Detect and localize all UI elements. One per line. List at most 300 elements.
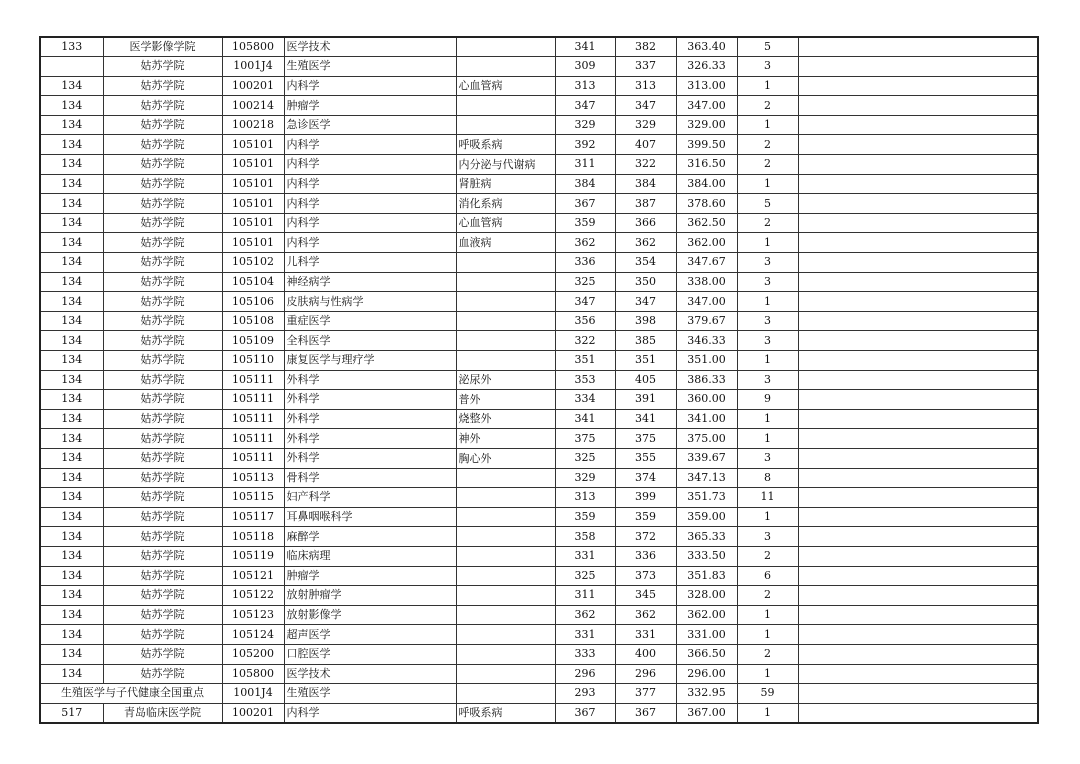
- avg-score-cell: 331.00: [676, 625, 737, 645]
- count-cell: 1: [737, 429, 798, 449]
- major-name-cell: 肿瘤学: [284, 566, 456, 586]
- college-code-cell: 134: [40, 586, 103, 606]
- college-code-cell: 134: [40, 527, 103, 547]
- count-cell: 1: [737, 664, 798, 684]
- count-cell: 1: [737, 76, 798, 96]
- count-cell: 3: [737, 253, 798, 273]
- count-cell: 5: [737, 37, 798, 57]
- direction-cell: [456, 566, 555, 586]
- avg-score-cell: 366.50: [676, 644, 737, 664]
- major-code-cell: 105119: [222, 546, 284, 566]
- major-name-cell: 儿科学: [284, 253, 456, 273]
- direction-cell: [456, 331, 555, 351]
- major-name-cell: 内科学: [284, 135, 456, 155]
- college-name-cell: 姑苏学院: [103, 468, 222, 488]
- direction-cell: 心血管病: [456, 76, 555, 96]
- blank-cell: [798, 488, 1038, 508]
- major-name-cell: 临床病理: [284, 546, 456, 566]
- major-code-cell: 105124: [222, 625, 284, 645]
- college-code-cell: 133: [40, 37, 103, 57]
- min-score-cell: 375: [555, 429, 615, 449]
- college-name-cell: 姑苏学院: [103, 586, 222, 606]
- direction-cell: [456, 507, 555, 527]
- direction-cell: [456, 644, 555, 664]
- college-code-cell: 134: [40, 311, 103, 331]
- avg-score-cell: 367.00: [676, 703, 737, 723]
- direction-cell: [456, 37, 555, 57]
- max-score-cell: 313: [615, 76, 676, 96]
- major-name-cell: 麻醉学: [284, 527, 456, 547]
- table-row: [40, 546, 1038, 566]
- table-row: [40, 527, 1038, 547]
- avg-score-cell: 359.00: [676, 507, 737, 527]
- direction-cell: [456, 57, 555, 77]
- max-score-cell: 372: [615, 527, 676, 547]
- count-cell: 2: [737, 586, 798, 606]
- count-cell: 1: [737, 233, 798, 253]
- min-score-cell: 309: [555, 57, 615, 77]
- college-code-cell: 134: [40, 605, 103, 625]
- max-score-cell: 375: [615, 429, 676, 449]
- blank-cell: [798, 527, 1038, 547]
- direction-cell: 消化系病: [456, 194, 555, 214]
- min-score-cell: 331: [555, 625, 615, 645]
- major-name-cell: 放射肿瘤学: [284, 586, 456, 606]
- direction-cell: [456, 115, 555, 135]
- count-cell: 6: [737, 566, 798, 586]
- avg-score-cell: 351.73: [676, 488, 737, 508]
- table-row: [40, 370, 1038, 390]
- college-code-cell: 134: [40, 76, 103, 96]
- college-name-cell: 姑苏学院: [103, 96, 222, 116]
- major-code-cell: 105123: [222, 605, 284, 625]
- avg-score-cell: 326.33: [676, 57, 737, 77]
- college-name-cell: 姑苏学院: [103, 351, 222, 371]
- college-code-cell: 134: [40, 488, 103, 508]
- major-name-cell: 医学技术: [284, 37, 456, 57]
- table-row: [40, 488, 1038, 508]
- avg-score-cell: 363.40: [676, 37, 737, 57]
- table-row: [40, 174, 1038, 194]
- major-name-cell: 外科学: [284, 448, 456, 468]
- min-score-cell: 347: [555, 96, 615, 116]
- blank-cell: [798, 586, 1038, 606]
- college-name-cell: 姑苏学院: [103, 57, 222, 77]
- max-score-cell: 345: [615, 586, 676, 606]
- min-score-cell: 356: [555, 311, 615, 331]
- max-score-cell: 374: [615, 468, 676, 488]
- table-row: [40, 351, 1038, 371]
- count-cell: 59: [737, 684, 798, 704]
- count-cell: 1: [737, 605, 798, 625]
- max-score-cell: 331: [615, 625, 676, 645]
- avg-score-cell: 362.50: [676, 213, 737, 233]
- college-code-cell: 134: [40, 390, 103, 410]
- table-row: [40, 644, 1038, 664]
- min-score-cell: 384: [555, 174, 615, 194]
- college-code-cell: 生殖医学与子代健康全国重点: [40, 684, 222, 704]
- major-name-cell: 内科学: [284, 233, 456, 253]
- count-cell: 2: [737, 96, 798, 116]
- college-code-cell: 134: [40, 409, 103, 429]
- min-score-cell: 367: [555, 194, 615, 214]
- college-name-cell: 医学影像学院: [103, 37, 222, 57]
- major-code-cell: 105121: [222, 566, 284, 586]
- major-code-cell: 105800: [222, 37, 284, 57]
- min-score-cell: 336: [555, 253, 615, 273]
- blank-cell: [798, 684, 1038, 704]
- avg-score-cell: 365.33: [676, 527, 737, 547]
- blank-cell: [798, 311, 1038, 331]
- direction-cell: [456, 351, 555, 371]
- count-cell: 2: [737, 155, 798, 175]
- major-name-cell: 内科学: [284, 174, 456, 194]
- max-score-cell: 322: [615, 155, 676, 175]
- major-name-cell: 肿瘤学: [284, 96, 456, 116]
- college-name-cell: 姑苏学院: [103, 292, 222, 312]
- min-score-cell: 331: [555, 546, 615, 566]
- college-name-cell: 姑苏学院: [103, 76, 222, 96]
- major-code-cell: 1001J4: [222, 684, 284, 704]
- avg-score-cell: 379.67: [676, 311, 737, 331]
- avg-score-cell: 339.67: [676, 448, 737, 468]
- count-cell: 2: [737, 546, 798, 566]
- major-code-cell: 105106: [222, 292, 284, 312]
- min-score-cell: 293: [555, 684, 615, 704]
- table-row: [40, 390, 1038, 410]
- direction-cell: 呼吸系病: [456, 135, 555, 155]
- table-row: [40, 331, 1038, 351]
- major-name-cell: 骨科学: [284, 468, 456, 488]
- college-name-cell: 青岛临床医学院: [103, 703, 222, 723]
- blank-cell: [798, 213, 1038, 233]
- count-cell: 1: [737, 174, 798, 194]
- max-score-cell: 341: [615, 409, 676, 429]
- major-code-cell: 105110: [222, 351, 284, 371]
- major-name-cell: 内科学: [284, 213, 456, 233]
- table-row: [40, 468, 1038, 488]
- college-code-cell: [40, 57, 103, 77]
- college-code-cell: 134: [40, 664, 103, 684]
- major-name-cell: 耳鼻咽喉科学: [284, 507, 456, 527]
- min-score-cell: 325: [555, 272, 615, 292]
- max-score-cell: 366: [615, 213, 676, 233]
- college-name-cell: 姑苏学院: [103, 194, 222, 214]
- blank-cell: [798, 233, 1038, 253]
- college-name-cell: 姑苏学院: [103, 644, 222, 664]
- direction-cell: 神外: [456, 429, 555, 449]
- count-cell: 3: [737, 57, 798, 77]
- min-score-cell: 311: [555, 155, 615, 175]
- college-code-cell: 134: [40, 507, 103, 527]
- count-cell: 3: [737, 370, 798, 390]
- max-score-cell: 296: [615, 664, 676, 684]
- direction-cell: [456, 96, 555, 116]
- direction-cell: [456, 253, 555, 273]
- college-code-cell: 134: [40, 644, 103, 664]
- major-name-cell: 外科学: [284, 370, 456, 390]
- max-score-cell: 350: [615, 272, 676, 292]
- max-score-cell: 377: [615, 684, 676, 704]
- blank-cell: [798, 625, 1038, 645]
- direction-cell: [456, 468, 555, 488]
- major-name-cell: 内科学: [284, 155, 456, 175]
- major-name-cell: 重症医学: [284, 311, 456, 331]
- avg-score-cell: 347.00: [676, 292, 737, 312]
- major-name-cell: 外科学: [284, 390, 456, 410]
- major-code-cell: 105200: [222, 644, 284, 664]
- direction-cell: [456, 527, 555, 547]
- avg-score-cell: 378.60: [676, 194, 737, 214]
- major-name-cell: 内科学: [284, 194, 456, 214]
- blank-cell: [798, 331, 1038, 351]
- max-score-cell: 329: [615, 115, 676, 135]
- college-code-cell: 134: [40, 429, 103, 449]
- min-score-cell: 392: [555, 135, 615, 155]
- min-score-cell: 329: [555, 468, 615, 488]
- avg-score-cell: 347.13: [676, 468, 737, 488]
- max-score-cell: 354: [615, 253, 676, 273]
- blank-cell: [798, 174, 1038, 194]
- table-row: [40, 566, 1038, 586]
- max-score-cell: 362: [615, 605, 676, 625]
- table-row: [40, 292, 1038, 312]
- college-code-cell: 134: [40, 625, 103, 645]
- major-name-cell: 急诊医学: [284, 115, 456, 135]
- count-cell: 11: [737, 488, 798, 508]
- avg-score-cell: 362.00: [676, 605, 737, 625]
- table-row: [40, 605, 1038, 625]
- major-name-cell: 皮肤病与性病学: [284, 292, 456, 312]
- table-row: [40, 76, 1038, 96]
- college-code-cell: 517: [40, 703, 103, 723]
- direction-cell: [456, 546, 555, 566]
- count-cell: 1: [737, 507, 798, 527]
- direction-cell: [456, 272, 555, 292]
- college-name-cell: 姑苏学院: [103, 213, 222, 233]
- college-name-cell: 姑苏学院: [103, 409, 222, 429]
- major-code-cell: 105104: [222, 272, 284, 292]
- major-code-cell: 105101: [222, 194, 284, 214]
- min-score-cell: 362: [555, 605, 615, 625]
- college-code-cell: 134: [40, 194, 103, 214]
- college-code-cell: 134: [40, 331, 103, 351]
- major-code-cell: 105101: [222, 174, 284, 194]
- table-row: [40, 684, 1038, 704]
- max-score-cell: 351: [615, 351, 676, 371]
- table-row: [40, 155, 1038, 175]
- direction-cell: [456, 605, 555, 625]
- max-score-cell: 407: [615, 135, 676, 155]
- blank-cell: [798, 370, 1038, 390]
- blank-cell: [798, 135, 1038, 155]
- major-code-cell: 105101: [222, 155, 284, 175]
- major-name-cell: 妇产科学: [284, 488, 456, 508]
- direction-cell: 胸心外: [456, 448, 555, 468]
- direction-cell: 肾脏病: [456, 174, 555, 194]
- count-cell: 3: [737, 448, 798, 468]
- min-score-cell: 353: [555, 370, 615, 390]
- major-code-cell: 105118: [222, 527, 284, 547]
- major-name-cell: 全科医学: [284, 331, 456, 351]
- college-name-cell: 姑苏学院: [103, 488, 222, 508]
- avg-score-cell: 316.50: [676, 155, 737, 175]
- table-row: [40, 135, 1038, 155]
- max-score-cell: 385: [615, 331, 676, 351]
- blank-cell: [798, 194, 1038, 214]
- min-score-cell: 341: [555, 409, 615, 429]
- major-code-cell: 105113: [222, 468, 284, 488]
- table-row: [40, 311, 1038, 331]
- count-cell: 3: [737, 331, 798, 351]
- major-code-cell: 105111: [222, 448, 284, 468]
- college-name-cell: 姑苏学院: [103, 566, 222, 586]
- major-name-cell: 神经病学: [284, 272, 456, 292]
- major-code-cell: 105117: [222, 507, 284, 527]
- max-score-cell: 367: [615, 703, 676, 723]
- college-name-cell: 姑苏学院: [103, 448, 222, 468]
- college-name-cell: 姑苏学院: [103, 331, 222, 351]
- score-table: [39, 36, 1039, 724]
- major-name-cell: 超声医学: [284, 625, 456, 645]
- college-code-cell: 134: [40, 213, 103, 233]
- min-score-cell: 329: [555, 115, 615, 135]
- major-code-cell: 105102: [222, 253, 284, 273]
- direction-cell: 心血管病: [456, 213, 555, 233]
- college-name-cell: 姑苏学院: [103, 527, 222, 547]
- blank-cell: [798, 448, 1038, 468]
- avg-score-cell: 351.83: [676, 566, 737, 586]
- direction-cell: [456, 664, 555, 684]
- college-code-cell: 134: [40, 370, 103, 390]
- min-score-cell: 359: [555, 507, 615, 527]
- major-name-cell: 内科学: [284, 703, 456, 723]
- avg-score-cell: 328.00: [676, 586, 737, 606]
- blank-cell: [798, 546, 1038, 566]
- table-row: [40, 194, 1038, 214]
- college-name-cell: 姑苏学院: [103, 272, 222, 292]
- min-score-cell: 313: [555, 488, 615, 508]
- min-score-cell: 333: [555, 644, 615, 664]
- count-cell: 9: [737, 390, 798, 410]
- college-code-cell: 134: [40, 546, 103, 566]
- college-code-cell: 134: [40, 233, 103, 253]
- college-name-cell: 姑苏学院: [103, 605, 222, 625]
- count-cell: 1: [737, 115, 798, 135]
- table-row: [40, 507, 1038, 527]
- college-name-cell: 姑苏学院: [103, 390, 222, 410]
- avg-score-cell: 332.95: [676, 684, 737, 704]
- count-cell: 1: [737, 351, 798, 371]
- college-code-cell: 134: [40, 292, 103, 312]
- direction-cell: 烧整外: [456, 409, 555, 429]
- max-score-cell: 398: [615, 311, 676, 331]
- blank-cell: [798, 644, 1038, 664]
- count-cell: 3: [737, 272, 798, 292]
- college-code-cell: 134: [40, 253, 103, 273]
- avg-score-cell: 347.67: [676, 253, 737, 273]
- max-score-cell: 384: [615, 174, 676, 194]
- avg-score-cell: 346.33: [676, 331, 737, 351]
- max-score-cell: 362: [615, 233, 676, 253]
- college-name-cell: 姑苏学院: [103, 664, 222, 684]
- avg-score-cell: 375.00: [676, 429, 737, 449]
- max-score-cell: 400: [615, 644, 676, 664]
- major-code-cell: 105111: [222, 409, 284, 429]
- college-code-cell: 134: [40, 448, 103, 468]
- avg-score-cell: 384.00: [676, 174, 737, 194]
- major-name-cell: 生殖医学: [284, 57, 456, 77]
- table-row: [40, 57, 1038, 77]
- max-score-cell: 336: [615, 546, 676, 566]
- college-name-cell: 姑苏学院: [103, 546, 222, 566]
- avg-score-cell: 360.00: [676, 390, 737, 410]
- college-name-cell: 姑苏学院: [103, 155, 222, 175]
- college-name-cell: 姑苏学院: [103, 311, 222, 331]
- table-row: [40, 272, 1038, 292]
- direction-cell: 呼吸系病: [456, 703, 555, 723]
- table-row: [40, 703, 1038, 723]
- college-code-cell: 134: [40, 272, 103, 292]
- table-row: [40, 409, 1038, 429]
- direction-cell: 泌尿外: [456, 370, 555, 390]
- direction-cell: [456, 292, 555, 312]
- major-code-cell: 105800: [222, 664, 284, 684]
- blank-cell: [798, 605, 1038, 625]
- college-code-cell: 134: [40, 174, 103, 194]
- blank-cell: [798, 292, 1038, 312]
- table-row: [40, 115, 1038, 135]
- major-name-cell: 医学技术: [284, 664, 456, 684]
- table-row: [40, 213, 1038, 233]
- college-code-cell: 134: [40, 351, 103, 371]
- max-score-cell: 373: [615, 566, 676, 586]
- table-row: [40, 37, 1038, 57]
- major-code-cell: 105111: [222, 390, 284, 410]
- count-cell: 2: [737, 644, 798, 664]
- major-code-cell: 105101: [222, 135, 284, 155]
- college-name-cell: 姑苏学院: [103, 174, 222, 194]
- blank-cell: [798, 566, 1038, 586]
- direction-cell: [456, 625, 555, 645]
- direction-cell: [456, 586, 555, 606]
- avg-score-cell: 341.00: [676, 409, 737, 429]
- min-score-cell: 362: [555, 233, 615, 253]
- college-code-cell: 134: [40, 135, 103, 155]
- blank-cell: [798, 351, 1038, 371]
- count-cell: 3: [737, 311, 798, 331]
- min-score-cell: 325: [555, 566, 615, 586]
- count-cell: 1: [737, 625, 798, 645]
- avg-score-cell: 313.00: [676, 76, 737, 96]
- avg-score-cell: 296.00: [676, 664, 737, 684]
- direction-cell: 内分泌与代谢病: [456, 155, 555, 175]
- avg-score-cell: 333.50: [676, 546, 737, 566]
- blank-cell: [798, 253, 1038, 273]
- max-score-cell: 387: [615, 194, 676, 214]
- blank-cell: [798, 664, 1038, 684]
- min-score-cell: 341: [555, 37, 615, 57]
- avg-score-cell: 329.00: [676, 115, 737, 135]
- count-cell: 1: [737, 409, 798, 429]
- blank-cell: [798, 409, 1038, 429]
- college-name-cell: 姑苏学院: [103, 115, 222, 135]
- major-code-cell: 100214: [222, 96, 284, 116]
- avg-score-cell: 351.00: [676, 351, 737, 371]
- count-cell: 3: [737, 527, 798, 547]
- major-code-cell: 105115: [222, 488, 284, 508]
- min-score-cell: 313: [555, 76, 615, 96]
